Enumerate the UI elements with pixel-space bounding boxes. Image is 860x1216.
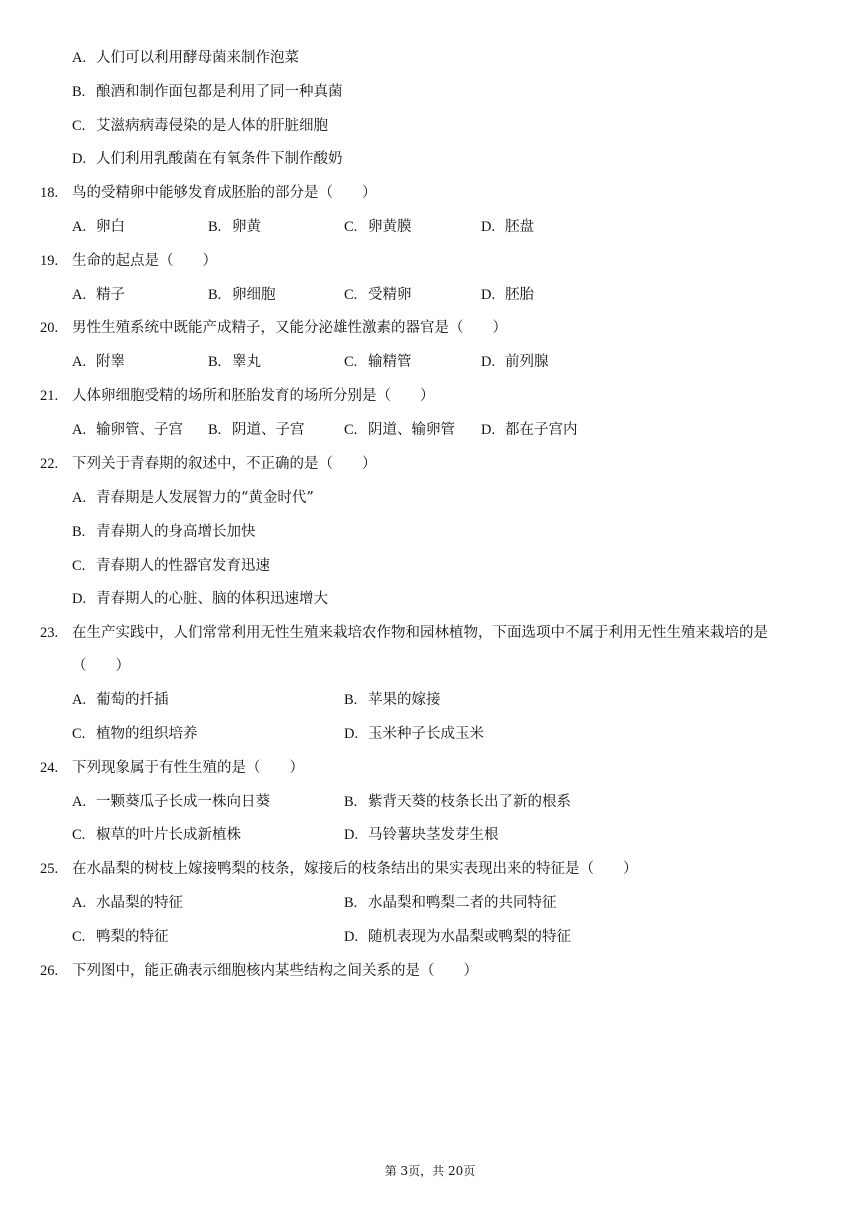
q24-option-a: A. 一颗葵瓜子长成一株向日葵 xyxy=(72,794,270,810)
q24-option-c: C. 椒草的叶片长成新植株 xyxy=(72,827,241,843)
q21-option-a: A. 输卵管、子宫 xyxy=(72,422,183,438)
q19-option-d: D. 胚胎 xyxy=(481,287,534,303)
q20-stem: 20. 男性生殖系统中既能产成精子，又能分泌雄性激素的器官是（ ） xyxy=(40,320,507,336)
q20-option-a: A. 附睾 xyxy=(72,354,125,370)
q18-option-b: B. 卵黄 xyxy=(208,219,261,235)
q25-option-d: D. 随机表现为水晶梨或鸭梨的特征 xyxy=(344,929,571,945)
q23-option-c: C. 植物的组织培养 xyxy=(72,726,198,742)
q20-option-d: D. 前列腺 xyxy=(481,354,549,370)
q17-option-b: B. 酿酒和制作面包都是利用了同一种真菌 xyxy=(72,84,343,100)
q17-option-c: C. 艾滋病病毒侵染的是人体的肝脏细胞 xyxy=(72,118,328,134)
q26-stem: 26. 下列图中，能正确表示细胞核内某些结构之间关系的是（ ） xyxy=(40,963,478,979)
q22-option-c: C. 青春期人的性器官发育迅速 xyxy=(72,558,270,574)
q22-option-d: D. 青春期人的心脏、脑的体积迅速增大 xyxy=(72,591,328,607)
q17-option-a: A. 人们可以利用酵母菌来制作泡菜 xyxy=(72,50,299,66)
q19-option-a: A. 精子 xyxy=(72,287,125,303)
q20-option-c: C. 输精管 xyxy=(344,354,412,370)
q23-stem: 23. 在生产实践中，人们常常利用无性生殖来栽培农作物和园林植物，下面选项中不属于利用无性生殖来栽培的是 xyxy=(40,625,768,641)
q21-stem: 21. 人体卵细胞受精的场所和胚胎发育的场所分别是（ ） xyxy=(40,388,435,404)
q24-stem: 24. 下列现象属于有性生殖的是（ ） xyxy=(40,760,304,776)
q20-option-b: B. 睾丸 xyxy=(208,354,261,370)
q24-option-b: B. 紫背天葵的枝条长出了新的根系 xyxy=(344,794,571,810)
q25-stem: 25. 在水晶梨的树枝上嫁接鸭梨的枝条，嫁接后的枝条结出的果实表现出来的特征是（ ） xyxy=(40,861,638,877)
q23-option-d: D. 玉米种子长成玉米 xyxy=(344,726,484,742)
q25-option-c: C. 鸭梨的特征 xyxy=(72,929,169,945)
q25-option-b: B. 水晶梨和鸭梨二者的共同特征 xyxy=(344,895,557,911)
q25-option-a: A. 水晶梨的特征 xyxy=(72,895,183,911)
q18-option-d: D. 胚盘 xyxy=(481,219,534,235)
q17-option-d: D. 人们利用乳酸菌在有氧条件下制作酸奶 xyxy=(72,151,343,167)
q19-option-b: B. 卵细胞 xyxy=(208,287,276,303)
q23-stem-continued: （ ） xyxy=(72,658,130,674)
q21-option-c: C. 阴道、输卵管 xyxy=(344,422,455,438)
q22-option-a: A. 青春期是人发展智力的“黄金时代” xyxy=(72,490,314,506)
q24-option-d: D. 马铃薯块茎发芽生根 xyxy=(344,827,499,843)
q18-option-a: A. 卵白 xyxy=(72,219,125,235)
page-footer: 第 3页，共 20页 xyxy=(384,1164,476,1178)
q23-option-a: A. 葡萄的扦插 xyxy=(72,692,169,708)
q21-option-b: B. 阴道、子宫 xyxy=(208,422,305,438)
q21-option-d: D. 都在子宫内 xyxy=(481,422,578,438)
q23-option-b: B. 苹果的嫁接 xyxy=(344,692,441,708)
q22-stem: 22. 下列关于青春期的叙述中，不正确的是（ ） xyxy=(40,456,377,472)
q19-stem: 19. 生命的起点是（ ） xyxy=(40,253,217,269)
q19-option-c: C. 受精卵 xyxy=(344,287,412,303)
q22-option-b: B. 青春期人的身高增长加快 xyxy=(72,524,256,540)
q18-option-c: C. 卵黄膜 xyxy=(344,219,412,235)
q18-stem: 18. 鸟的受精卵中能够发育成胚胎的部分是（ ） xyxy=(40,185,377,201)
